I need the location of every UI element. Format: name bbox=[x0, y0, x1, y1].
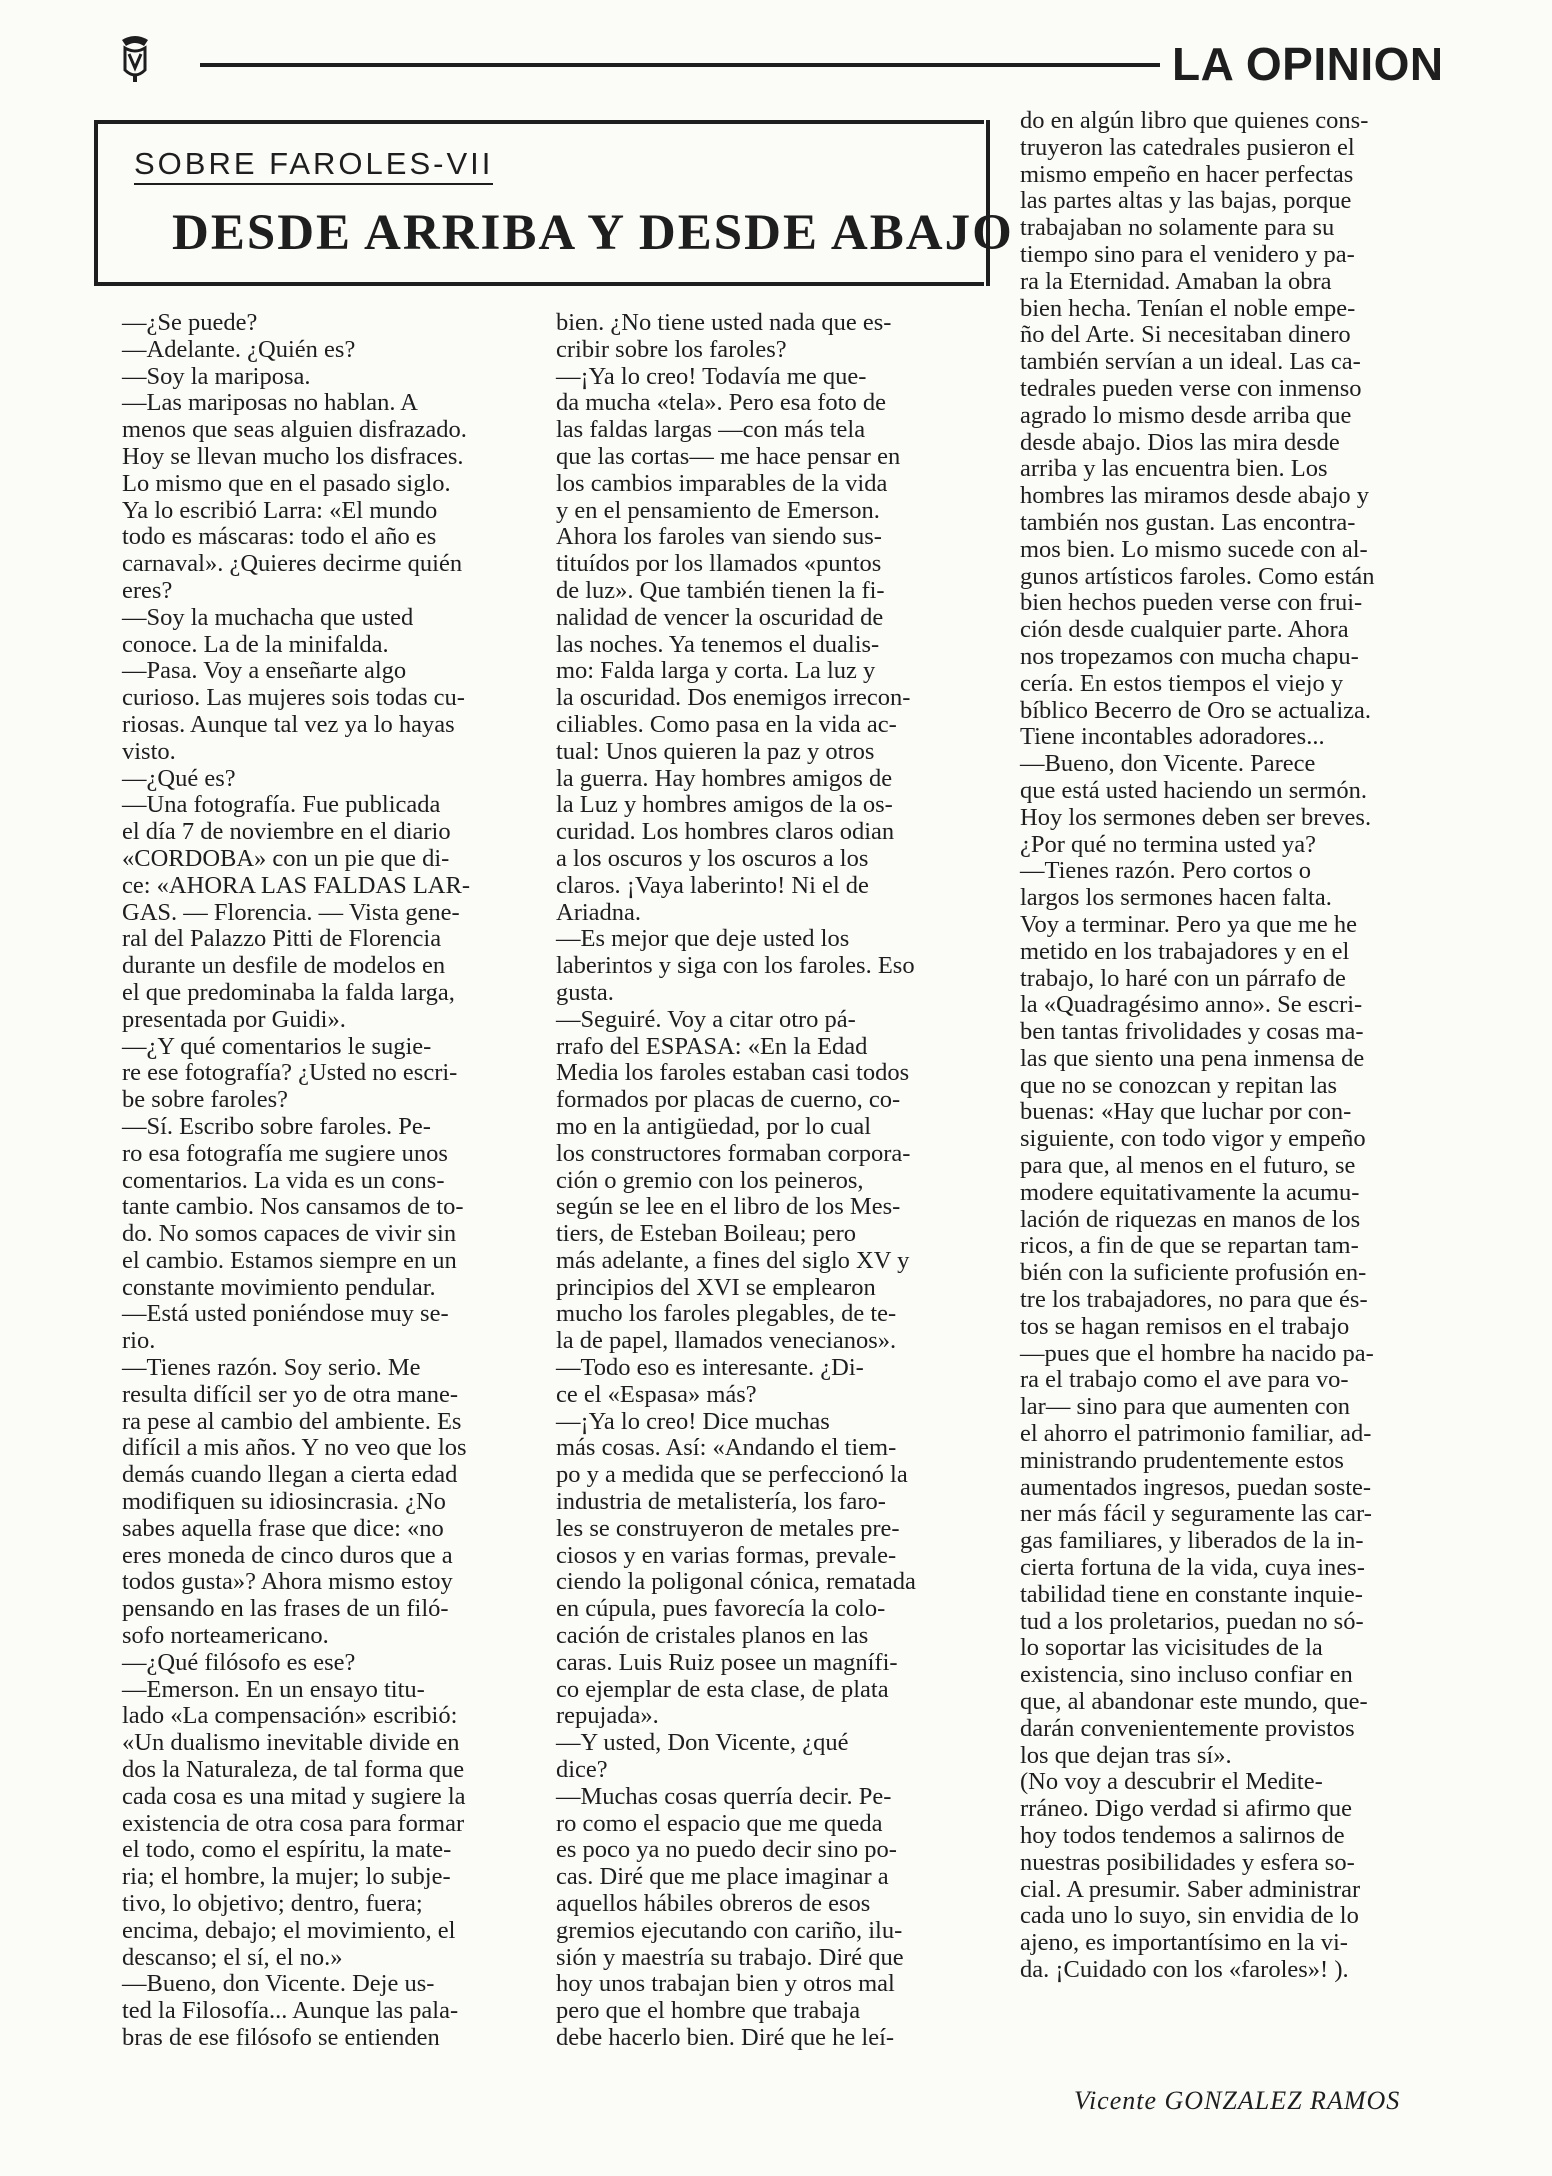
text-line: descanso; el sí, el no.» bbox=[122, 1943, 343, 1971]
series-title: SOBRE FAROLES-VII bbox=[134, 146, 493, 185]
text-line: demás cuando llegan a cierta edad bbox=[122, 1461, 458, 1489]
text-line: rio. bbox=[122, 1327, 156, 1355]
text-line: bien. ¿No tiene usted nada que es- bbox=[556, 309, 892, 336]
text-line: tivo, lo objetivo; dentro, fuera; bbox=[122, 1890, 423, 1918]
text-line: cación de cristales planos en las bbox=[556, 1622, 869, 1650]
text-line: ria; el hombre, la mujer; lo subje- bbox=[122, 1863, 451, 1891]
text-line: eres? bbox=[122, 576, 173, 604]
text-line: a los oscuros y los oscuros a los bbox=[556, 844, 869, 872]
text-line: —pues que el hombre ha nacido pa- bbox=[1020, 1339, 1374, 1367]
text-line: bien hecha. Tenían el noble empe- bbox=[1020, 294, 1356, 322]
text-line: aumentados ingresos, puedan soste- bbox=[1020, 1473, 1372, 1501]
text-line: gusta. bbox=[556, 978, 614, 1006]
text-line: pensando en las frases de un filó- bbox=[122, 1595, 449, 1623]
text-line: ciliables. Como pasa en la vida ac- bbox=[556, 710, 897, 738]
text-line: ciosos y en varias formas, prevale- bbox=[556, 1541, 897, 1569]
text-line: el cambio. Estamos siempre en un bbox=[122, 1246, 457, 1274]
text-line: arriba y las encuentra bien. Los bbox=[1020, 455, 1328, 483]
text-line: Hoy los sermones deben ser breves. bbox=[1020, 803, 1372, 831]
text-line: Ariadna. bbox=[556, 898, 642, 926]
text-line: el que predominaba la falda larga, bbox=[122, 978, 455, 1006]
text-line: comentarios. La vida es un cons- bbox=[122, 1166, 445, 1194]
text-line: el ahorro el patrimonio familiar, ad- bbox=[1020, 1420, 1372, 1448]
text-line: que, al abandonar este mundo, que- bbox=[1020, 1688, 1368, 1716]
text-line: —Tienes razón. Soy serio. Me bbox=[122, 1354, 421, 1382]
text-line: la guerra. Hay hombres amigos de bbox=[556, 764, 893, 792]
text-line: curidad. Los hombres claros odian bbox=[556, 818, 895, 846]
article-column-1 bbox=[122, 310, 522, 2052]
text-line: bien hechos pueden verse con frui- bbox=[1020, 589, 1363, 617]
text-line: carnaval». ¿Quieres decirme quién bbox=[122, 550, 463, 578]
title-box bbox=[94, 120, 1014, 286]
text-line: «Un dualismo inevitable divide en bbox=[122, 1729, 460, 1757]
text-line: en cúpula, pues favorecía la colo- bbox=[556, 1595, 886, 1623]
text-line: ricos, a fin de que se repartan tam- bbox=[1020, 1232, 1359, 1260]
text-line: visto. bbox=[122, 737, 176, 765]
text-line: que no se conozcan y repitan las bbox=[1020, 1071, 1338, 1099]
text-line: ce el «Espasa» más? bbox=[556, 1380, 757, 1408]
text-line: cada uno lo suyo, sin envidia de lo bbox=[1020, 1902, 1359, 1930]
text-line: nos tropezamos con mucha chapu- bbox=[1020, 642, 1359, 670]
text-line: ral del Palazzo Pitti de Florencia bbox=[122, 925, 442, 953]
text-line: durante un desfile de modelos en bbox=[122, 952, 446, 980]
text-line: —Soy la muchacha que usted bbox=[122, 603, 414, 631]
text-line: ra pese al cambio del ambiente. Es bbox=[122, 1407, 462, 1435]
text-line: para que, al menos en el futuro, se bbox=[1020, 1152, 1356, 1180]
text-line: —Es mejor que deje usted los bbox=[556, 925, 850, 953]
text-line: la «Quadragésimo anno». Se escri- bbox=[1020, 991, 1363, 1019]
text-line: GAS. — Florencia. — Vista gene- bbox=[122, 898, 460, 926]
text-line: lación de riquezas en manos de los bbox=[1020, 1205, 1361, 1233]
text-line: —Y usted, Don Vicente, ¿qué bbox=[556, 1729, 849, 1757]
text-line: difícil a mis años. Y no veo que los bbox=[122, 1434, 467, 1462]
text-line: tiers, de Esteban Boileau; pero bbox=[556, 1220, 857, 1248]
text-line: menos que seas alguien disfrazado. bbox=[122, 416, 467, 444]
text-line: buenas: «Hay que luchar por con- bbox=[1020, 1098, 1352, 1126]
text-line: be sobre faroles? bbox=[122, 1086, 288, 1114]
text-line: mo: Falda larga y corta. La luz y bbox=[556, 657, 876, 685]
text-line: —Tienes razón. Pero cortos o bbox=[1020, 857, 1312, 885]
text-line: cribir sobre los faroles? bbox=[556, 335, 787, 363]
text-line: —¡Ya lo creo! Dice muchas bbox=[556, 1407, 830, 1435]
text-line: «CORDOBA» con un pie que di- bbox=[122, 844, 450, 872]
text-line: do. No somos capaces de vivir sin bbox=[122, 1220, 457, 1248]
text-line: re ese fotografía? ¿Usted no escri- bbox=[122, 1059, 458, 1087]
text-line: ro como el espacio que me queda bbox=[556, 1809, 883, 1837]
text-line: según se lee en el libro de los Mes- bbox=[556, 1193, 901, 1221]
text-line: los que dejan tras sí». bbox=[1020, 1741, 1232, 1769]
text-line: más cosas. Así: «Andando el tiem- bbox=[556, 1434, 897, 1462]
text-line: ted la Filosofía... Aunque las pala- bbox=[122, 1997, 459, 2025]
text-line: (No voy a descubrir el Medite- bbox=[1020, 1768, 1323, 1796]
text-line: —Soy la mariposa. bbox=[122, 362, 311, 390]
text-line: cierta fortuna de la vida, cuya ines- bbox=[1020, 1554, 1365, 1582]
text-line: tituídos por los llamados «puntos bbox=[556, 550, 882, 578]
text-line: po y a medida que se perfeccionó la bbox=[556, 1461, 908, 1489]
text-line: tante cambio. Nos cansamos de to- bbox=[122, 1193, 464, 1221]
text-line: dos la Naturaleza, de tal forma que bbox=[122, 1756, 465, 1784]
monogram-logo-icon bbox=[118, 32, 152, 82]
text-line: conoce. La de la minifalda. bbox=[122, 630, 389, 658]
text-line: —Las mariposas no hablan. A bbox=[122, 389, 418, 417]
text-line: hoy unos trabajan bien y otros mal bbox=[556, 1970, 895, 1998]
text-line: principios del XVI se emplearon bbox=[556, 1273, 876, 1301]
text-line: más adelante, a fines del siglo XV y bbox=[556, 1246, 910, 1274]
text-line: sofo norteamericano. bbox=[122, 1622, 329, 1650]
text-line: desde abajo. Dios las mira desde bbox=[1020, 428, 1340, 456]
text-line: —Muchas cosas querría decir. Pe- bbox=[556, 1782, 892, 1810]
text-line: gunos artísticos faroles. Como están bbox=[1020, 562, 1375, 590]
text-line: bíblico Becerro de Oro se actualiza. bbox=[1020, 696, 1372, 724]
text-line: bras de ese filósofo se entienden bbox=[122, 2024, 440, 2051]
text-line: mismo empeño en hacer perfectas bbox=[1020, 160, 1354, 188]
text-line: constante movimiento pendular. bbox=[122, 1273, 436, 1301]
text-line: ro esa fotografía me sugiere unos bbox=[122, 1139, 448, 1167]
text-line: nalidad de vencer la oscuridad de bbox=[556, 603, 884, 631]
text-line: que las cortas— me hace pensar en bbox=[556, 442, 901, 470]
text-line: Ya lo escribió Larra: «El mundo bbox=[122, 496, 438, 524]
text-line: el todo, como el espíritu, la mate- bbox=[122, 1836, 452, 1864]
text-line: que está usted haciendo un sermón. bbox=[1020, 776, 1367, 804]
text-line: eres moneda de cinco duros que a bbox=[122, 1541, 453, 1569]
text-line: —¿Y qué comentarios le sugie- bbox=[122, 1032, 432, 1060]
text-line: largos los sermones hacen falta. bbox=[1020, 884, 1332, 912]
text-line: todos gusta»? Ahora mismo estoy bbox=[122, 1568, 453, 1596]
text-line: Lo mismo que en el pasado siglo. bbox=[122, 469, 451, 497]
text-line: aquellos hábiles obreros de esos bbox=[556, 1890, 871, 1918]
text-line: nuestras posibilidades y esfera so- bbox=[1020, 1848, 1355, 1876]
text-line: tedrales pueden verse con inmenso bbox=[1020, 374, 1362, 402]
text-line: las partes altas y las bajas, porque bbox=[1020, 187, 1352, 215]
text-line: curioso. Las mujeres sois todas cu- bbox=[122, 684, 465, 712]
text-line: Tiene incontables adoradores... bbox=[1020, 723, 1325, 751]
text-line: trabajo, lo haré con un párrafo de bbox=[1020, 964, 1346, 992]
article-column-3 bbox=[1020, 108, 1456, 1984]
text-line: la de papel, llamados venecianos». bbox=[556, 1327, 897, 1355]
text-line: lar— sino para que aumenten con bbox=[1020, 1393, 1350, 1421]
text-line: da mucha «tela». Pero esa foto de bbox=[556, 389, 886, 417]
text-line: mos bien. Lo mismo sucede con al- bbox=[1020, 535, 1368, 563]
text-line: Hoy se llevan mucho los disfraces. bbox=[122, 442, 464, 470]
text-line: cial. A presumir. Saber administrar bbox=[1020, 1875, 1361, 1903]
text-line: Voy a terminar. Pero ya que me he bbox=[1020, 910, 1358, 938]
text-line: gas familiares, y liberados de la in- bbox=[1020, 1527, 1364, 1555]
text-line: el día 7 de noviembre en el diario bbox=[122, 818, 451, 846]
text-line: ministrando prudentemente estos bbox=[1020, 1446, 1344, 1474]
text-line: ciendo la poligonal cónica, rematada bbox=[556, 1568, 916, 1596]
text-line: hoy todos tendemos a salirnos de bbox=[1020, 1822, 1345, 1849]
headline: DESDE ARRIBA Y DESDE ABAJO bbox=[172, 205, 1014, 261]
text-line: dice? bbox=[556, 1756, 608, 1784]
text-line: cada cosa es una mitad y sugiere la bbox=[122, 1782, 466, 1810]
text-line: todo es máscaras: todo el año es bbox=[122, 523, 437, 551]
text-line: lo soportar las vicisitudes de la bbox=[1020, 1634, 1323, 1662]
text-line: —Bueno, don Vicente. Parece bbox=[1020, 750, 1316, 778]
text-line: cas. Diré que me place imaginar a bbox=[556, 1863, 889, 1891]
text-line: ción desde cualquier parte. Ahora bbox=[1020, 616, 1349, 644]
text-line: —Seguiré. Voy a citar otro pá- bbox=[556, 1005, 856, 1033]
text-line: gremios ejecutando con cariño, ilu- bbox=[556, 1916, 903, 1944]
text-line: presentada por Guidi». bbox=[122, 1005, 346, 1033]
text-line: los constructores formaban corpora- bbox=[556, 1139, 911, 1167]
text-line: ner más fácil y seguramente las car- bbox=[1020, 1500, 1372, 1528]
text-line: truyeron las catedrales pusieron el bbox=[1020, 133, 1355, 161]
text-line: modere equitativamente la acumu- bbox=[1020, 1178, 1360, 1206]
text-line: formados por placas de cuerno, co- bbox=[556, 1086, 901, 1114]
text-line: cería. En estos tiempos el viejo y bbox=[1020, 669, 1344, 697]
text-line: —Adelante. ¿Quién es? bbox=[122, 335, 356, 363]
text-line: —Una fotografía. Fue publicada bbox=[122, 791, 441, 819]
text-line: da. ¡Cuidado con los «faroles»! ). bbox=[1020, 1955, 1349, 1983]
text-line: —Pasa. Voy a enseñarte algo bbox=[122, 657, 407, 685]
text-line: las que siento una pena inmensa de bbox=[1020, 1044, 1365, 1072]
text-line: —Bueno, don Vicente. Deje us- bbox=[122, 1970, 435, 1998]
text-line: debe hacerlo bien. Diré que he leí- bbox=[556, 2024, 895, 2051]
text-line: trabajaban no solamente para su bbox=[1020, 214, 1335, 242]
text-line: también nos gustan. Las encontra- bbox=[1020, 508, 1356, 536]
text-line: los cambios imparables de la vida bbox=[556, 469, 888, 497]
text-line: rrafo del ESPASA: «En la Edad bbox=[556, 1032, 868, 1060]
text-line: ¿Por qué no termina usted ya? bbox=[1020, 830, 1316, 858]
text-line: ajeno, es importantísimo en la vi- bbox=[1020, 1929, 1348, 1957]
text-line: Ahora los faroles van siendo sus- bbox=[556, 523, 882, 551]
text-line: les se construyeron de metales pre- bbox=[556, 1514, 900, 1542]
text-line: claros. ¡Vaya laberinto! Ni el de bbox=[556, 871, 869, 899]
text-line: —Sí. Escribo sobre faroles. Pe- bbox=[122, 1112, 431, 1140]
text-line: tabilidad tiene en constante inquie- bbox=[1020, 1580, 1363, 1608]
text-line: industria de metalistería, los faro- bbox=[556, 1488, 886, 1516]
text-line: rráneo. Digo verdad si afirmo que bbox=[1020, 1795, 1352, 1823]
text-line: existencia, sino incluso confiar en bbox=[1020, 1661, 1353, 1689]
text-line: ce: «AHORA LAS FALDAS LAR- bbox=[122, 871, 470, 899]
text-line: modifiquen su idiosincrasia. ¿No bbox=[122, 1488, 446, 1516]
text-line: ño del Arte. Si necesitaban dinero bbox=[1020, 321, 1351, 349]
text-line: metido en los trabajadores y en el bbox=[1020, 937, 1350, 965]
text-line: lado «La compensación» escribió: bbox=[122, 1702, 458, 1730]
masthead: LA OPINION bbox=[1172, 38, 1444, 90]
text-line: sión y maestría su trabajo. Diré que bbox=[556, 1943, 904, 1971]
text-line: riosas. Aunque tal vez ya lo hayas bbox=[122, 710, 455, 738]
text-line: tiempo sino para el venidero y pa- bbox=[1020, 240, 1355, 268]
text-line: laberintos y siga con los faroles. Eso bbox=[556, 952, 915, 980]
text-line: tre los trabajadores, no para que és- bbox=[1020, 1286, 1368, 1314]
text-line: y en el pensamiento de Emerson. bbox=[556, 496, 880, 524]
text-line: las noches. Ya tenemos el dualis- bbox=[556, 630, 880, 658]
text-line: Media los faroles estaban casi todos bbox=[556, 1059, 910, 1087]
text-line: resulta difícil ser yo de otra mane- bbox=[122, 1380, 459, 1408]
author-signature: Vicente GONZALEZ RAMOS bbox=[1074, 2086, 1401, 2115]
text-line: es poco ya no puedo decir sino po- bbox=[556, 1836, 897, 1864]
text-line: ción o gremio con los peineros, bbox=[556, 1166, 864, 1194]
text-line: pero que el hombre que trabaja bbox=[556, 1997, 861, 2025]
text-line: bién con la suficiente profusión en- bbox=[1020, 1259, 1367, 1287]
text-line: repujada». bbox=[556, 1702, 659, 1730]
text-line: darán convenientemente provistos bbox=[1020, 1714, 1355, 1742]
text-line: —¿Qué es? bbox=[122, 764, 236, 792]
article-column-2 bbox=[556, 310, 988, 2052]
text-line: —Está usted poniéndose muy se- bbox=[122, 1300, 449, 1328]
text-line: co ejemplar de esta clase, de plata bbox=[556, 1675, 889, 1703]
text-line: las faldas largas —con más tela bbox=[556, 416, 866, 444]
text-line: ra la Eternidad. Amaban la obra bbox=[1020, 267, 1332, 295]
text-line: mucho los faroles plegables, de te- bbox=[556, 1300, 897, 1328]
text-line: tos se hagan remisos en el trabajo bbox=[1020, 1312, 1350, 1340]
text-line: ben tantas frivolidades y cosas ma- bbox=[1020, 1018, 1364, 1046]
text-line: también servían a un ideal. Las ca- bbox=[1020, 348, 1361, 376]
text-line: —Emerson. En un ensayo titu- bbox=[122, 1675, 425, 1703]
text-line: agrado lo mismo desde arriba que bbox=[1020, 401, 1352, 429]
header-rule bbox=[200, 63, 1160, 67]
text-line: de luz». Que también tienen la fi- bbox=[556, 576, 885, 604]
text-line: do en algún libro que quienes cons- bbox=[1020, 107, 1369, 134]
text-line: mo en la antigüedad, por lo cual bbox=[556, 1112, 871, 1140]
text-line: caras. Luis Ruiz posee un magnífi- bbox=[556, 1648, 898, 1676]
text-line: —Todo eso es interesante. ¿Di- bbox=[556, 1354, 864, 1382]
text-line: la Luz y hombres amigos de la os- bbox=[556, 791, 893, 819]
text-line: tual: Unos quieren la paz y otros bbox=[556, 737, 875, 765]
text-line: —¿Qué filósofo es ese? bbox=[122, 1648, 356, 1676]
text-line: —¡Ya lo creo! Todavía me que- bbox=[556, 362, 867, 390]
text-line: siguiente, con todo vigor y empeño bbox=[1020, 1125, 1366, 1153]
text-line: existencia de otra cosa para formar bbox=[122, 1809, 465, 1837]
text-line: sabes aquella frase que dice: «no bbox=[122, 1514, 444, 1542]
text-line: ra el trabajo como el ave para vo- bbox=[1020, 1366, 1349, 1394]
text-line: hombres las miramos desde abajo y bbox=[1020, 482, 1370, 510]
text-line: —¿Se puede? bbox=[122, 309, 258, 336]
text-line: encima, debajo; el movimiento, el bbox=[122, 1916, 456, 1944]
text-line: tud a los proletarios, puedan no só- bbox=[1020, 1607, 1364, 1635]
text-line: la oscuridad. Dos enemigos irrecon- bbox=[556, 684, 911, 712]
